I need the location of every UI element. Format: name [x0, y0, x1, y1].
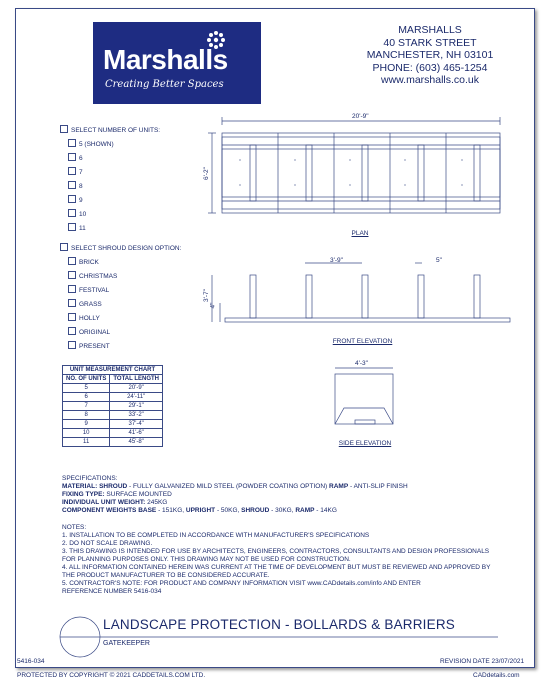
- chart-title: UNIT MEASUREMENT CHART: [63, 366, 163, 375]
- reference-number: 5416-034: [17, 658, 45, 665]
- unit-option-10[interactable]: 10: [68, 209, 86, 219]
- dim-width: 6'-2": [202, 167, 210, 180]
- note-line: REFERENCE NUMBER 5416-034: [62, 588, 162, 595]
- shroud-option-present[interactable]: PRESENT: [68, 341, 110, 351]
- checkbox[interactable]: [60, 125, 68, 133]
- unit-option-6[interactable]: 6: [68, 153, 83, 163]
- logo-wordmark: Marshalls: [103, 44, 228, 75]
- unit-option-11[interactable]: 11: [68, 223, 86, 233]
- checkbox[interactable]: [68, 285, 76, 293]
- note-line: 4. ALL INFORMATION CONTAINED HEREIN WAS CURRENT AT THE TIME OF DEVELOPMENT BUT MUST BE REVIEWED AND APPROVED BY: [62, 564, 491, 571]
- company-city: MANCHESTER, NH 03101: [366, 49, 494, 61]
- unit-measurement-chart: [62, 365, 163, 447]
- note-line: FOR PLANNING PURPOSES ONLY. THIS DRAWING MAY NOT BE USED FOR CONSTRUCTION.: [62, 556, 351, 563]
- dim-side-width: 4'-3": [355, 360, 368, 367]
- table-row: 5 20'-9": [63, 384, 163, 393]
- note-line: 1. INSTALLATION TO BE COMPLETED IN ACCORDANCE WITH MANUFACTURER'S SPECIFICATIONS: [62, 532, 370, 539]
- unit-option-8[interactable]: 8: [68, 181, 83, 191]
- unit-option-5[interactable]: 5 (SHOWN): [68, 139, 114, 149]
- front-elevation-drawing: [200, 255, 520, 330]
- checkbox[interactable]: [68, 209, 76, 217]
- company-website[interactable]: www.marshalls.co.uk: [380, 74, 480, 86]
- table-row: 8 33'-2": [63, 411, 163, 420]
- dim-post: 5": [436, 257, 442, 264]
- note-line: 3. THIS DRAWING IS INTENDED FOR USE BY ARCHITECTS, ENGINEERS, CONTRACTORS, CONSULTANTS AND DESIGN PROFESSIONALS: [62, 548, 490, 555]
- checkbox[interactable]: [68, 257, 76, 265]
- specifications: SPECIFICATIONS: MATERIAL: SHROUD - FULLY GALVANIZED MILD STEEL (POWDER COATING OPTION) RAMP - ANTI-SLIP FINISH FIXING TYPE: SURFACE MOUNTED INDIVIDUAL UNIT WEIGHT: 245KG COMPONENT WEIGHTS BASE - 151KG, UPRIGHT - 50KG, SHROUD - 30KG, RAMP - 14KG: [62, 475, 408, 514]
- table-row: 6 24'-11": [63, 393, 163, 402]
- checkbox[interactable]: [68, 271, 76, 279]
- checkbox[interactable]: [68, 195, 76, 203]
- side-elevation-drawing: [330, 360, 400, 435]
- shroud-option-christmas[interactable]: CHRISTMAS: [68, 271, 117, 281]
- shroud-option-holly[interactable]: HOLLY: [68, 313, 100, 323]
- front-elevation-caption: FRONT ELEVATION: [332, 338, 393, 345]
- chart-col-length: TOTAL LENGTH: [110, 375, 163, 384]
- logo-tagline: Creating Better Spaces: [105, 79, 224, 90]
- shroud-option-grass[interactable]: GRASS: [68, 299, 102, 309]
- shroud-option-brick[interactable]: BRICK: [68, 257, 99, 267]
- checkbox[interactable]: [68, 181, 76, 189]
- marshalls-logo: [93, 22, 261, 104]
- company-name: MARSHALLS: [398, 24, 462, 36]
- dim-ramp: 4": [209, 302, 217, 309]
- shroud-header[interactable]: SELECT SHROUD DESIGN OPTION:: [60, 243, 181, 253]
- note-line: 5. CONTRACTOR'S NOTE: FOR PRODUCT AND COMPANY INFORMATION VISIT www.CADdetails.com/info AND ENTER: [62, 580, 421, 587]
- unit-option-9[interactable]: 9: [68, 195, 83, 205]
- table-row: 10 41'-6": [63, 429, 163, 438]
- dim-spacing: 3'-9": [330, 257, 343, 264]
- company-street: 40 STARK STREET: [383, 36, 477, 49]
- checkbox[interactable]: [68, 313, 76, 321]
- revision-date: REVISION DATE 23/07/2021: [440, 658, 525, 665]
- table-row: 9 37'-4": [63, 420, 163, 429]
- checkbox[interactable]: [68, 167, 76, 175]
- title: LANDSCAPE PROTECTION - BOLLARDS & BARRIERS: [103, 617, 455, 632]
- chart-col-units: NO. OF UNITS: [63, 375, 110, 384]
- dim-height: 3'-7": [202, 289, 210, 302]
- note-line: THE PRODUCT MANUFACTURER TO BE CONSIDERED ACCURATE.: [62, 572, 270, 579]
- plan-caption: PLAN: [351, 230, 369, 237]
- company-address: [330, 24, 530, 87]
- shroud-option-festival[interactable]: FESTIVAL: [68, 285, 109, 295]
- checkbox[interactable]: [68, 327, 76, 335]
- side-elevation-caption: SIDE ELEVATION: [338, 440, 392, 447]
- site-link[interactable]: CADdetails.com: [473, 672, 520, 679]
- checkbox[interactable]: [60, 243, 68, 251]
- notes: NOTES: 1. INSTALLATION TO BE COMPLETED IN ACCORDANCE WITH MANUFACTURER'S SPECIFICATIONS 2. DO NOT SCALE DRAWING. 3. THIS DRAWING IS INTENDED FOR USE BY ARCHITECTS, ENGINEERS, CONTRACTORS, CONSULTANTS AND DESIGN PROFESSIONALS FOR PLANNING PURPOSES ONLY. THIS DRAWING MAY NOT BE USED FOR CONSTRUCTION. 4. ALL INFORMATION CONTAINED HEREIN WAS CURRENT AT THE TIME OF DEVELOPMENT BUT MUST BE REVIEWED AND APPROVED BY THE PRODUCT MANUFACTURER TO BE CONSIDERED ACCURATE. 5. CONTRACTOR'S NOTE: FOR PRODUCT AND COMPANY INFORMATION VISIT www.CADdetails.com/info AND ENTER REFERENCE NUMBER 5416-034: [62, 524, 502, 596]
- unit-option-7[interactable]: 7: [68, 167, 83, 177]
- checkbox[interactable]: [68, 223, 76, 231]
- table-row: 7 29'-1": [63, 402, 163, 411]
- subtitle: GATEKEEPER: [103, 640, 150, 647]
- note-line: 2. DO NOT SCALE DRAWING.: [62, 540, 153, 547]
- plan-view-drawing: [200, 115, 520, 225]
- checkbox[interactable]: [68, 299, 76, 307]
- checkbox[interactable]: [68, 139, 76, 147]
- dim-length: 20'-9": [352, 113, 369, 120]
- checkbox[interactable]: [68, 341, 76, 349]
- units-header[interactable]: SELECT NUMBER OF UNITS:: [60, 125, 160, 135]
- checkbox[interactable]: [68, 153, 76, 161]
- company-phone: PHONE: (603) 465-1254: [372, 61, 488, 74]
- table-row: 11 45'-8": [63, 438, 163, 447]
- copyright: PROTECTED BY COPYRIGHT © 2021 CADDETAILS.COM LTD.: [17, 672, 206, 679]
- shroud-option-original[interactable]: ORIGINAL: [68, 327, 110, 337]
